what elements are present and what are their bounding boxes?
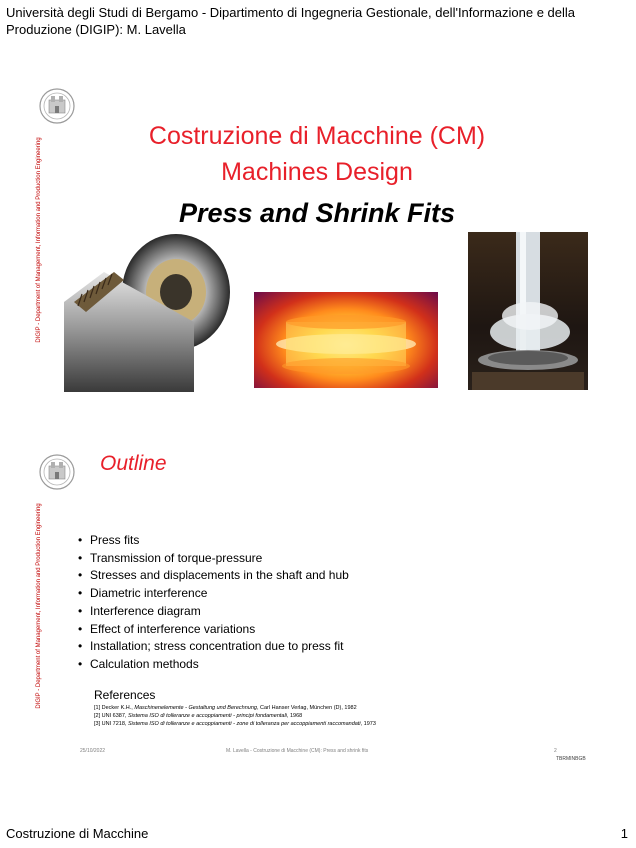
slide-footer: M. Lavella - Costruzione di Macchine (CM): Press and shrink fits bbox=[226, 748, 369, 754]
page-footer: Costruzione di Macchine bbox=[6, 826, 149, 841]
course-subtitle: Machines Design bbox=[221, 158, 413, 186]
department-side-text: DIGIP - Department of Management, Information and Production Engineering bbox=[36, 503, 42, 709]
reference-item: [3] UNI 7218, Sistema ISO di tolleranze e accoppiamenti - zone di tolleranza per accoppiamenti raccomandati, 1973 bbox=[94, 721, 376, 727]
references-title: References bbox=[94, 688, 156, 702]
lecture-heading: Press and Shrink Fits bbox=[178, 198, 456, 228]
slide-date: 25/10/2022 bbox=[80, 748, 106, 754]
references-list bbox=[94, 704, 376, 728]
department-side-text: DIGIP - Department of Management, Information and Production Engineering bbox=[36, 137, 42, 343]
page-header: Università degli Studi di Bergamo - Dipartimento di Ingegneria Gestionale, dell'Informazione e della Produzione (DIGIP): M. Lavella bbox=[6, 5, 576, 37]
list-item: • Press fits bbox=[78, 532, 349, 550]
slide-outline[interactable] bbox=[36, 446, 602, 766]
list-item: • Stresses and displacements in the shaft and hub bbox=[78, 567, 349, 585]
outline-bullet-list bbox=[78, 532, 349, 674]
university-seal-logo bbox=[38, 84, 76, 128]
list-item: • Interference diagram bbox=[78, 603, 349, 621]
reference-item: [1] Decker K.H., Maschinenelemente - Gestaltung und Berechnung, Carl Hanser Verlag, München (D), 1982 bbox=[94, 705, 357, 711]
page-number: 1 bbox=[620, 826, 628, 841]
list-item: • Installation; stress concentration due to press fit bbox=[78, 638, 349, 656]
list-item: • Effect of interference variations bbox=[78, 621, 349, 639]
slide-title[interactable] bbox=[36, 80, 602, 400]
liquid-nitrogen-photo bbox=[468, 232, 588, 390]
slide-code: TBRMINBGB bbox=[556, 756, 586, 762]
thermal-image-photo bbox=[254, 292, 438, 388]
list-item: • Calculation methods bbox=[78, 656, 349, 674]
reference-item: [2] UNI 6387, Sistema ISO di tolleranze e accoppiamenti - principi fondamentali, 1968 bbox=[94, 713, 303, 719]
slide-number: 2 bbox=[554, 748, 557, 754]
department-side-label bbox=[32, 80, 46, 400]
list-item: • Transmission of torque-pressure bbox=[78, 550, 349, 568]
list-item: • Diametric interference bbox=[78, 585, 349, 603]
gear-shaft-photo bbox=[64, 232, 230, 392]
university-seal-logo bbox=[38, 450, 76, 494]
course-title: Costruzione di Macchine (CM) bbox=[148, 122, 486, 150]
department-side-label bbox=[32, 446, 46, 766]
outline-title: Outline bbox=[100, 452, 167, 475]
